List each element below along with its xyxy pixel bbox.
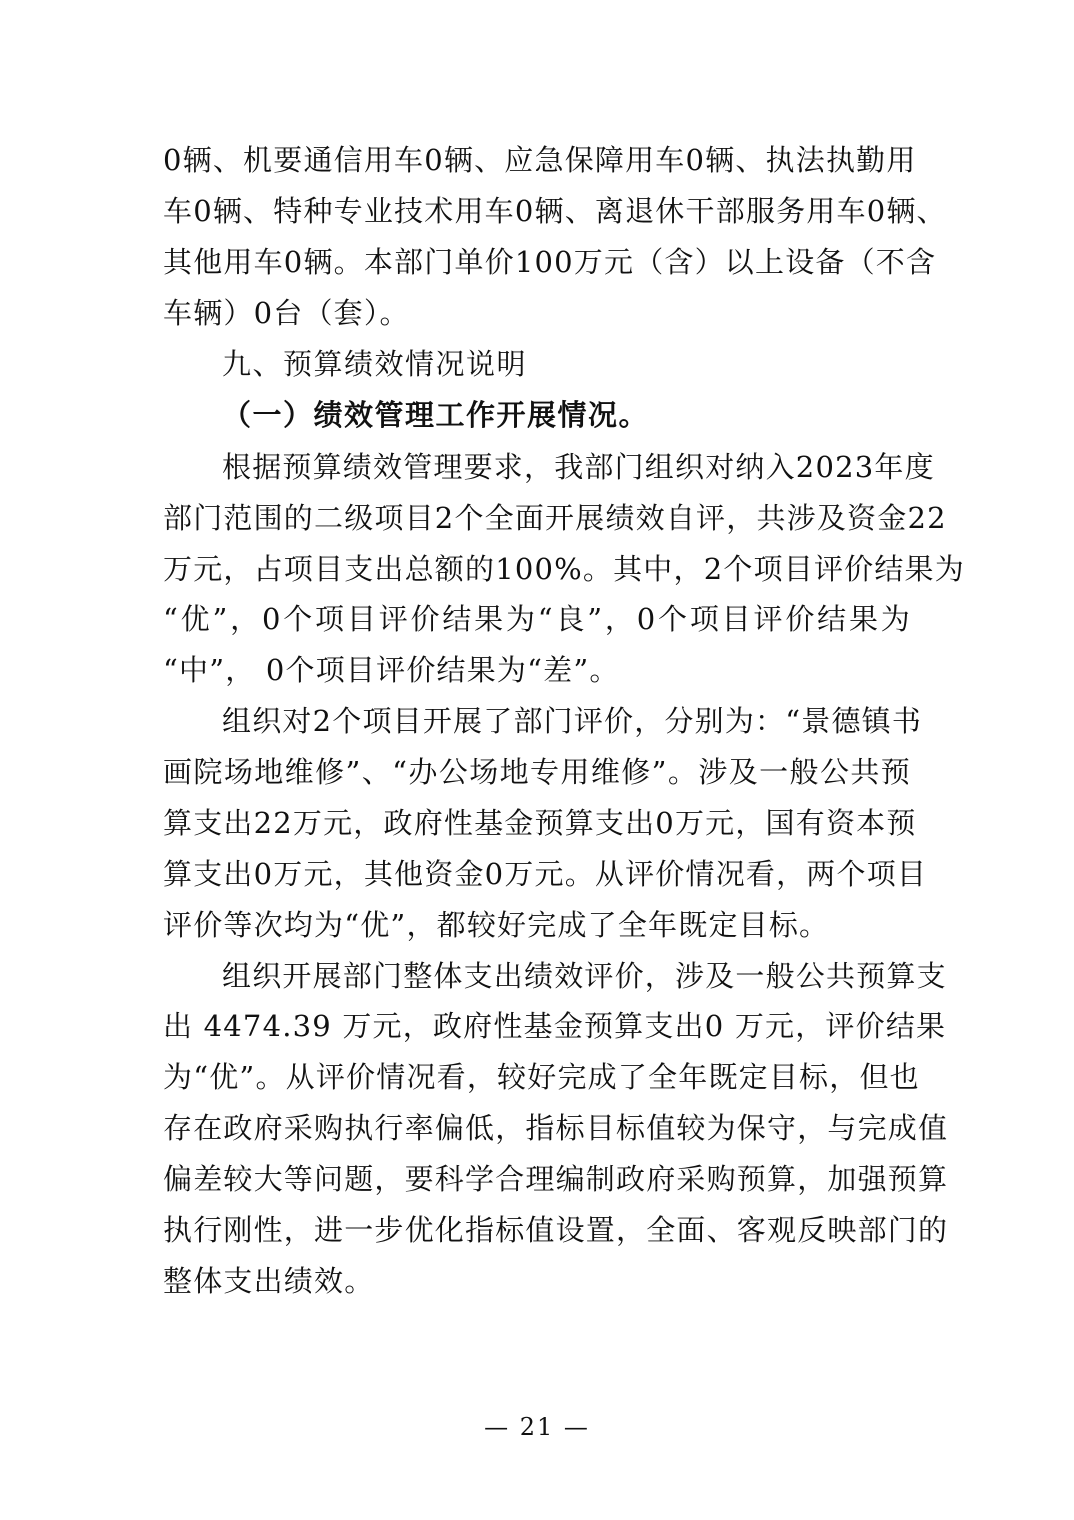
page-number: — 21 — [484, 1413, 590, 1441]
paragraph-line: 根据预算绩效管理要求，我部门组织对纳入2023年度 [222, 450, 935, 484]
paragraph-line: “优”，0个项目评价结果为“良”，0个项目评价结果为 [163, 602, 911, 636]
paragraph-line: 组织对2个项目开展了部门评价，分别为：“景德镇书 [222, 704, 923, 738]
body-line: 0辆、机要通信用车0辆、应急保障用车0辆、执法执勤用 [163, 143, 917, 177]
section-heading: 九、预算绩效情况说明 [222, 347, 528, 381]
paragraph-line: 万元，占项目支出总额的100%。其中，2个项目评价结果为 [163, 552, 965, 586]
paragraph-line: 出 4474.39 万元，政府性基金预算支出0 万元，评价结果 [163, 1009, 947, 1043]
paragraph-line: 部门范围的二级项目2个全面开展绩效自评，共涉及资金22 [163, 501, 947, 535]
section-subheading: （一）绩效管理工作开展情况。 [222, 398, 650, 432]
paragraph-line: 执行刚性，进一步优化指标值设置，全面、客观反映部门的 [163, 1213, 949, 1247]
paragraph-line: 评价等次均为“优”，都较好完成了全年既定目标。 [163, 908, 830, 942]
paragraph-line: 存在政府采购执行率偏低，指标目标值较为保守，与完成值 [163, 1111, 949, 1145]
body-line: 车辆）0台（套）。 [163, 296, 410, 330]
body-line: 其他用车0辆。本部门单价100万元（含）以上设备（不含 [163, 245, 937, 279]
paragraph-line: 画院场地维修”、“办公场地专用维修”。涉及一般公共预 [163, 755, 911, 789]
paragraph-line: 组织开展部门整体支出绩效评价，涉及一般公共预算支 [222, 959, 947, 993]
paragraph-line: 偏差较大等问题，要科学合理编制政府采购预算，加强预算 [163, 1162, 949, 1196]
paragraph-line: “中”， 0个项目评价结果为“差”。 [163, 653, 620, 687]
paragraph-line: 算支出0万元，其他资金0万元。从评价情况看，两个项目 [163, 857, 928, 891]
paragraph-line: 为“优”。从评价情况看，较好完成了全年既定目标，但也 [163, 1060, 920, 1094]
body-line: 车0辆、特种专业技术用车0辆、离退休干部服务用车0辆、 [163, 194, 947, 228]
paragraph-line: 整体支出绩效。 [163, 1264, 375, 1298]
paragraph-line: 算支出22万元，政府性基金预算支出0万元，国有资本预 [163, 806, 917, 840]
